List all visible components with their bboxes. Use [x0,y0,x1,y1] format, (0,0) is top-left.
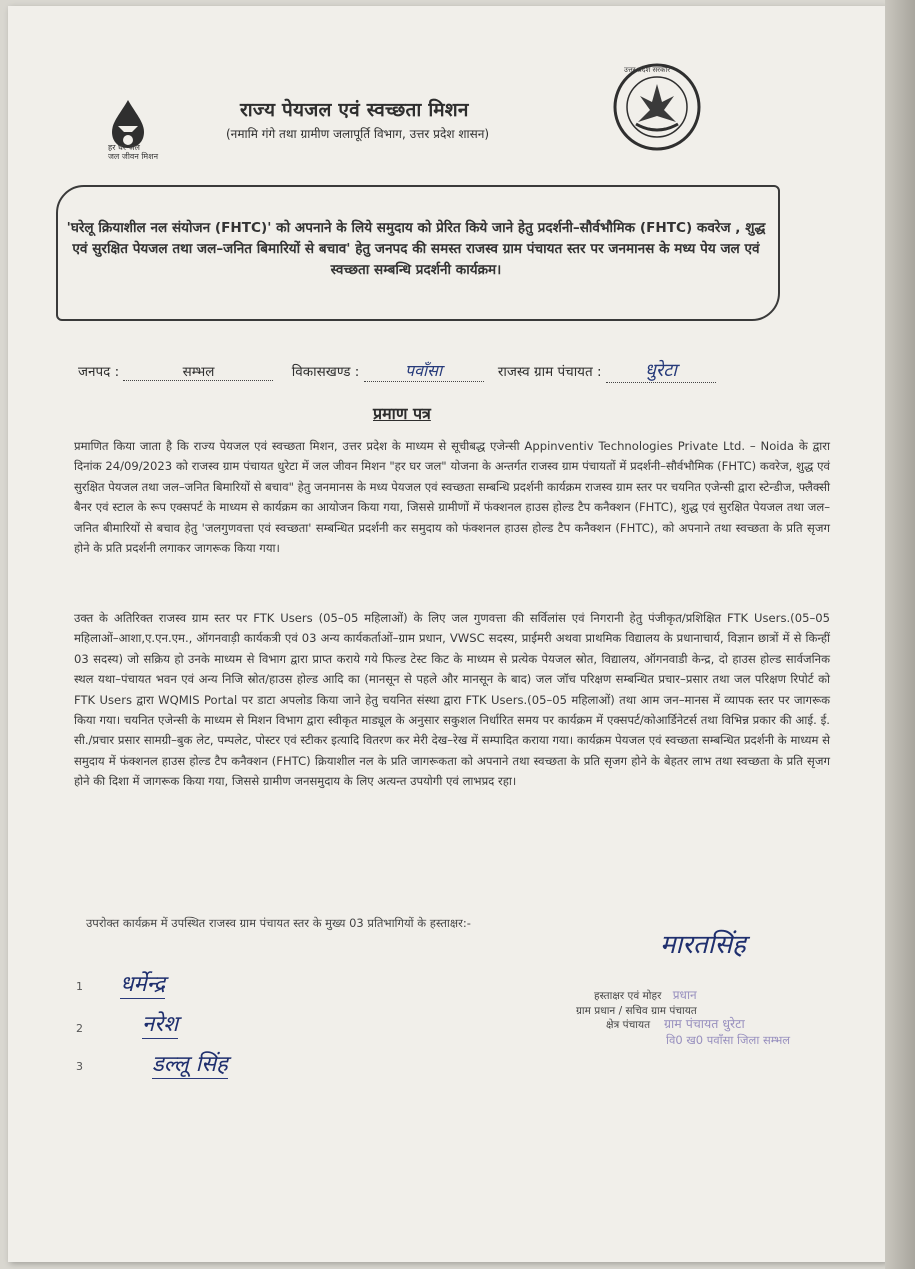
seal-emblem-icon [612,62,702,152]
logo-text: हर घर जल [108,143,140,152]
program-banner-text: 'घरेलू क्रियाशील नल संयोजन (FHTC)' को अपनाने के लिये समुदाय को प्रेरित किये जाने हेतु प्रदर्शनी–सौर्वभौमिक (FHTC) कवरेज , शुद्ध एवं सुरक्षित पेयजल तथा जल–जनित बिमारियों से बचाव' हेतु जनपद की समस्त राजस्व ग्राम पंचायत स्तर पर जनमानस के मध्य पेय जल एवं स्वच्छता सम्बन्धि प्रदर्शनी कार्यक्रम। [66,220,766,278]
district-label: जनपद : [78,364,120,380]
water-drop-icon [96,96,176,176]
pradhan-signature-block [576,988,791,1048]
logo-subtext: जल जीवन मिशन [108,152,159,161]
signature: डल्लू सिंह [152,1048,228,1079]
page-subtitle: (नमामि गंगे तथा ग्रामीण जलापूर्ति विभाग, उत्तर प्रदेश शासन) [226,127,490,141]
signature-row [76,1044,336,1086]
participant-signatures [76,960,336,1086]
panchayat-value: धुरेटा [606,358,716,383]
logo-caption [108,143,158,161]
signature-row [76,960,336,1002]
pradhan-signature: मारतसिंह [660,930,746,960]
signature-number: 3 [76,1060,83,1073]
up-government-seal [612,62,702,152]
signature: धर्मेन्द्र [120,968,165,999]
signature-row [76,1002,336,1044]
signatories-note: उपरोक्त कार्यक्रम में उपस्थित राजस्व ग्राम पंचायत स्तर के मुख्य 03 प्रतिभागियों के हस्ताक्षर:- [86,916,471,930]
block-label: विकासखण्ड : [291,364,360,380]
signature-seal-label [594,988,790,1004]
certificate-title: प्रमाण पत्र [373,404,431,423]
block-value: पवाँसा [364,359,484,382]
pradhan-stamp-tag: प्रधान [672,988,697,1002]
stamp-line-1: ग्राम पंचायत धुरेटा [664,1015,745,1031]
page-title: राज्य पेयजल एवं स्वच्छता मिशन [240,99,469,121]
location-fields [78,358,818,383]
certificate-paragraph-2: उक्त के अतिरिक्त राजस्व ग्राम स्तर पर FTK Users (05–05 महिलाओं) के लिए जल गुणवत्ता की सर्विलांस एवं निगरानी हेतु पंजीकृत/प्रशिक्षित FTK Users.(05–05 महिलाओं–आशा,ए.एन.एम., ऑगनवाड़ी कार्यकत्री एवं 03 अन्य कार्यकर्ताओं–ग्राम प्रधान, VWSC सदस्य, प्राईमरी अथवा प्राथमिक विद्यालय के प्रधानाचार्य, विज्ञान छात्रों में से किन्हीं 03 सदस्य) जो सक्रिय हो उनके माध्यम से विभाग द्वारा प्राप्त कराये गये फिल्ड टेस्ट किट के माध्यम से प्रत्येक पेयजल स्रोत, विद्यालय, ऑगनवाडी केन्द्र, दो हाउस होल्ड सार्वजनिक स्थल यथा–पंचायत भवन एवं अन्य निजि स्रोत/हाउस होल्ड आदि का (मानसून से पहले और मानसून के बाद) जल जॉच परिक्षण सम्बन्धित प्रचार–प्रसार तथा जल परिक्षण रिपोर्ट को FTK Users द्वारा WQMIS Portal पर डाटा अपलोड किया जाने हेतु चयनित संस्था द्वारा FTK Users.(05–05 महिलाओं) तथा आम जन–मानस में व्यापक स्तर पर जागरूक किया गया। चयनित एजेन्सी के माध्यम से मिशन विभाग द्वारा स्वीकृत माड्यूल के अनुसार सकुशल निर्धारित समय पर कार्यक्रम में एक्सपर्ट/कोआर्डिनेटर्स तथा विभिन्न प्रकार की आई. ई. सी./प्रचार प्रसार सामग्री–बुक लेट, पम्पलेट, पोस्टर एवं स्टीकर इत्यादि वितरण कर मेरी देख–रेख में सम्पादित कराया गया। कार्यक्रम पेयजल एवं स्वच्छता सम्बन्धित प्रदर्शनी के माध्यम से समुदाय में फंक्शनल हाउस होल्ड टैप कनैक्शन (FHTC) क्रियाशील नल के प्रति जागरूकता को अपनाने तथा स्वच्छता के प्रति सृजग होने के बेहतर लाभ तथा स्वच्छता के प्रति सृजग होने की दिशा में जागरूक किया गया, जिससे ग्रामीण जनसमुदाय के लिए अत्यन्त उपयोगी एवं लाभप्रद रहा। [74,611,830,789]
signature-number: 2 [76,1022,83,1035]
signature-number: 1 [76,980,83,993]
district-value: सम्भल [123,362,273,381]
certificate-paragraph-1: प्रमाणित किया जाता है कि राज्य पेयजल एवं स्वच्छता मिशन, उत्तर प्रदेश के माध्यम से सूचीबद्ध एजेन्सी Appinventiv Technologies Private Ltd. – Noida के द्वारा दिनांक 24/09/2023 को राजस्व ग्राम पंचायत धुरेटा में जल जीवन मिशन "हर घर जल" योजना के अन्तर्गत राजस्व ग्राम पंचायतों में प्रदर्शनी–सौर्वभौमिक (FHTC) कवरेज, शुद्ध एवं सुरक्षित पेयजल तथा जल–जनित बिमारियों से बचाव" हेतु जनमानस के मध्य पेयजल एवं स्वच्छता सम्बन्धि प्रदर्शनी कार्यक्रम राजस्व ग्राम स्तर पर चयनित एजेन्सी द्वारा स्टेन्डीज, फ्लैक्सी बैनर एवं स्टाल के रूप एक्सपर्ट के माध्यम से कार्यक्रम का आयोजन किया गया, जिससे ग्रामीणों में फंक्शनल हाउस होल्ड टैप कनैक्शन (FHTC), शुद्ध एवं सुरक्षित पेयजल तथा जल–जनित बीमारियों से बचाव हेतु 'जलगुणवत्ता एवं स्वच्छता' सम्बन्धित प्रदर्शनी कर समुदाय को फंक्शनल हाउस होल्ड टैप कनैक्शन (FHTC), को अपनाने तथा स्वच्छता के प्रति सृजग होने के प्रति प्रदर्शनी लगाकर जागरूक किया गया। [74,439,831,556]
kshetra-panchayat: क्षेत्र पंचायत [606,1019,651,1031]
seal-text: उत्तर प्रदेश सरकार [624,66,671,74]
signature-seal-text: हस्ताक्षर एवं मोहर [594,990,662,1002]
page-edge [885,0,915,1269]
panchayat-label: राजस्व ग्राम पंचायत : [497,364,602,380]
stamp-line-2: वि0 ख0 पवाँसा जिला सम्भल [666,1033,791,1047]
pradhan-designation: ग्राम प्रधान / सचिव ग्राम पंचायत [576,1004,697,1017]
jal-jeevan-mission-logo [96,96,176,176]
signature: नरेश [142,1008,178,1039]
